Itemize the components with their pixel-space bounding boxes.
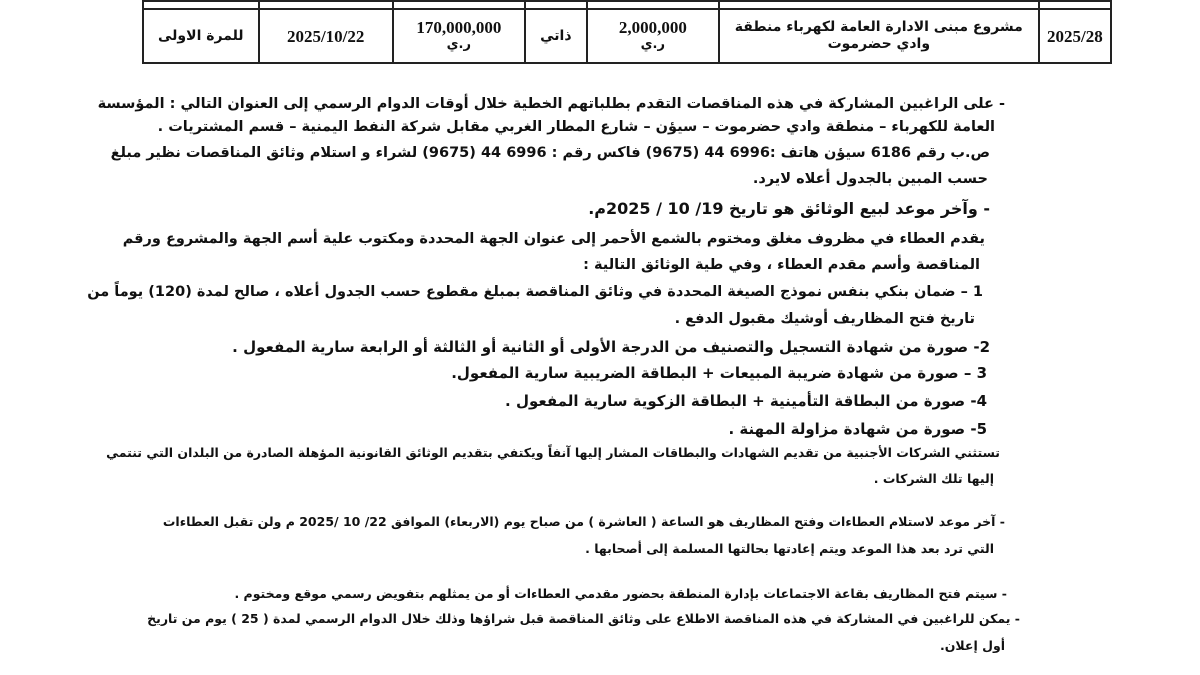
text-line: 4- صورة من البطاقة التأمينية + البطاقة الزكوية سارية المفعول . bbox=[505, 392, 987, 410]
text-line: يقدم العطاء في مظروف مغلق ومختوم بالشمع الأحمر إلى عنوان الجهة المحددة ومكتوب علية أسم الجهة والمشروع ورقم bbox=[122, 231, 985, 247]
text-line: تاريخ فتح المظاريف أوشيك مقبول الدفع . bbox=[674, 311, 975, 327]
text-line: تستثني الشركات الأجنبية من تقديم الشهادات والبطاقات المشار إليها آنفاً ويكتفي بتقديم الوثائق القانونية المؤهلة الصادرة من البلدان التي تنتمي bbox=[106, 445, 1000, 460]
date-cell: 2025/10/22 bbox=[259, 9, 393, 63]
guarantee-amount: 2,000,000 bbox=[618, 18, 687, 37]
text-line: 5- صورة من شهادة مزاولة المهنة . bbox=[728, 420, 987, 438]
text-line: - يمكن للراغبين في المشاركة في هذه المناقصة الاطلاع على وثائق المناقصة قبل شراؤها وذلك خلال الدوام الرسمي لمدة ( 25 ) يوم من تاريخ bbox=[147, 611, 1020, 626]
cost-currency: ر.ي bbox=[446, 37, 471, 52]
text-line: أول إعلان. bbox=[940, 638, 1005, 653]
text-line: 2- صورة من شهادة التسجيل والتصنيف من الدرجة الأولى أو الثانية أو الثالثة أو الرابعة سارية المفعول . bbox=[232, 338, 990, 356]
text-line: - سيتم فتح المظاريف بقاعة الاجتماعات بإدارة المنطقة بحضور مقدمي العطاءات أو من يمثلهم بتفويض رسمي موقع ومختوم . bbox=[234, 586, 1007, 601]
text-line: العامة للكهرباء – منطقة وادي حضرموت – سيؤن – شارع المطار الغربي مقابل شركة النفط اليمنية – قسم المشتريات . bbox=[157, 119, 995, 135]
table-row bbox=[143, 9, 1111, 63]
cost-amount-cell bbox=[393, 9, 525, 63]
text-line: 1 – ضمان بنكي بنفس نموذج الصيغة المحددة في وثائق المناقصة بمبلغ مقطوع حسب الجدول أعلاه ، صالح لمدة (120) يوماً من bbox=[87, 284, 983, 300]
text-line: المناقصة وأسم مقدم العطاء ، وفي طية الوثائق التالية : bbox=[583, 257, 980, 273]
text-line: التي ترد بعد هذا الموعد ويتم إعادتها بحالتها المسلمة إلى أصحابها . bbox=[585, 541, 994, 556]
text-line: حسب المبين بالجدول أعلاه لايرد. bbox=[752, 171, 988, 187]
cost-amount: 170,000,000 bbox=[416, 18, 502, 37]
text-line: ص.ب رقم 6186 سيؤن هاتف :6996 44 (9675) فاكس رقم : 6996 44 (9675) لشراء و استلام وثائق المناقصات نظير مبلغ bbox=[110, 145, 990, 161]
text-line: 3 – صورة من شهادة ضريبة المبيعات + البطاقة الضريبية سارية المفعول. bbox=[451, 364, 987, 382]
announcement-cell: للمرة الاولى bbox=[143, 9, 259, 63]
guarantee-currency: ر.ي bbox=[640, 37, 665, 52]
text-line: - على الراغبين المشاركة في هذه المناقصات التقدم بطلباتهم الخطية خلال أوقات الدوام الرسمي إلى العنوان التالي : المؤسسة bbox=[97, 96, 1005, 112]
text-line: - آخر موعد لاستلام العطاءات وفتح المظاريف هو الساعة ( العاشرة ) من صباح يوم (الاربعاء) الموافق 22/ 10 /2025 م ولن تقبل العطاءات bbox=[162, 514, 1005, 529]
funding-cell: ذاتي bbox=[525, 9, 587, 63]
tender-number-cell: 2025/28 bbox=[1039, 9, 1111, 63]
text-line: - وآخر موعد لبيع الوثائق هو تاريخ 19/ 10 / 2025م. bbox=[588, 199, 990, 218]
text-line: إليها تلك الشركات . bbox=[873, 471, 994, 486]
project-name-cell: مشروع مبنى الادارة العامة لكهرباء منطقة وادي حضرموت bbox=[719, 9, 1039, 63]
guarantee-amount-cell bbox=[587, 9, 719, 63]
tender-table bbox=[142, 0, 1112, 64]
